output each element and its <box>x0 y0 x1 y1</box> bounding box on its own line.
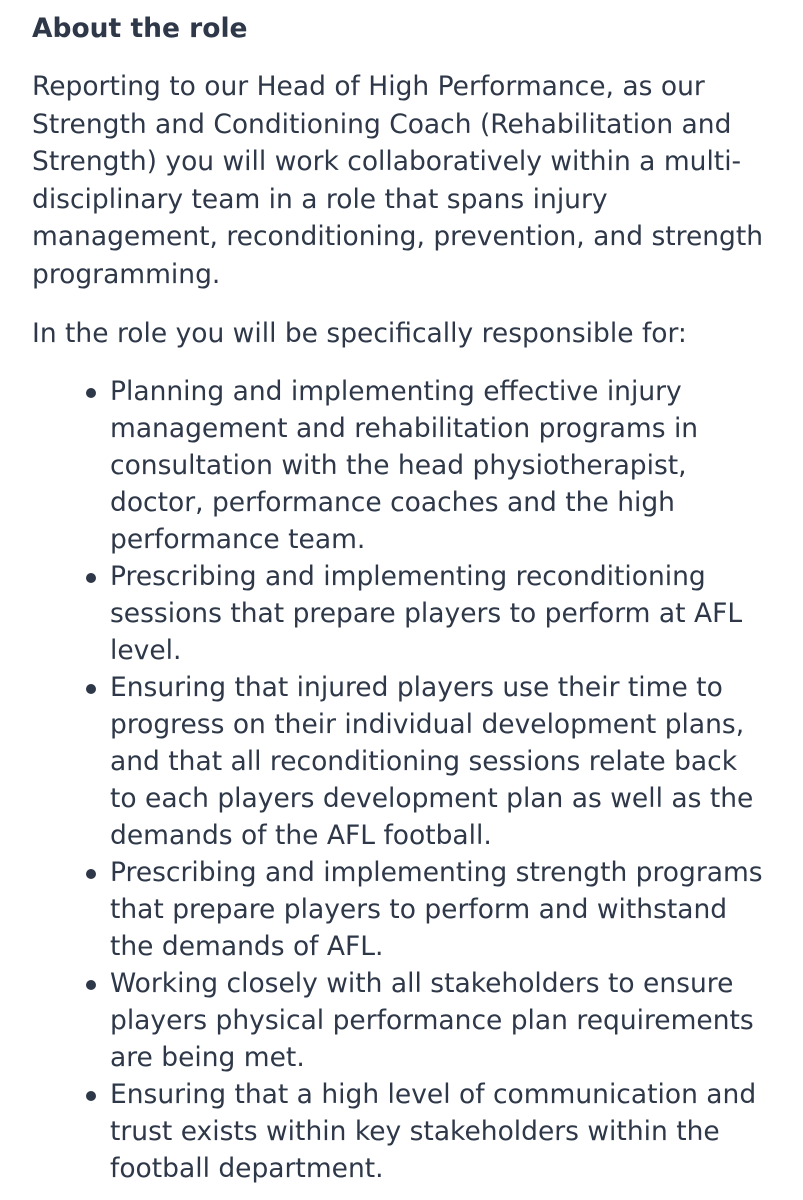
bullet-icon <box>86 573 96 583</box>
list-item-text: Ensuring that a high level of communication and trust exists within key stakeholders within the football department. <box>110 1078 757 1184</box>
list-item-text: Working closely with all stakeholders to ensure players physical performance plan requirements are being met. <box>110 967 754 1073</box>
list-item <box>110 854 771 965</box>
bullet-icon <box>86 684 96 694</box>
list-item <box>110 669 771 854</box>
list-item-text: Planning and implementing effective injury management and rehabilitation programs in consultation with the head physiotherapist, doctor, performance coaches and the high performance team. <box>110 375 699 555</box>
list-item-text: Prescribing and implementing reconditioning sessions that prepare players to perform at AFL level. <box>110 560 743 666</box>
bullet-icon <box>86 869 96 879</box>
list-item-text: Prescribing and implementing strength programs that prepare players to perform and withstand the demands of AFL. <box>110 856 763 962</box>
bullet-icon <box>86 1091 96 1101</box>
bullet-icon <box>86 980 96 990</box>
list-item <box>110 1076 771 1187</box>
list-item <box>110 965 771 1076</box>
responsibilities-lead: In the role you will be specifically responsible for: <box>32 318 687 349</box>
responsibilities-list <box>32 373 771 1187</box>
list-item <box>110 373 771 558</box>
list-item-text: Ensuring that injured players use their time to progress on their individual development plans, and that all reconditioning sessions relate back to each players development plan as well as the demands of the AFL football. <box>110 671 754 851</box>
intro-paragraph: Reporting to our Head of High Performance, as our Strength and Conditioning Coach (Rehabilitation and Strength) you will work collaboratively within a multi-disciplinary team in a role that spans injury management, reconditioning, prevention, and strength programming. <box>32 71 764 290</box>
bullet-icon <box>86 388 96 398</box>
list-item <box>110 558 771 669</box>
section-heading: About the role <box>32 13 248 44</box>
